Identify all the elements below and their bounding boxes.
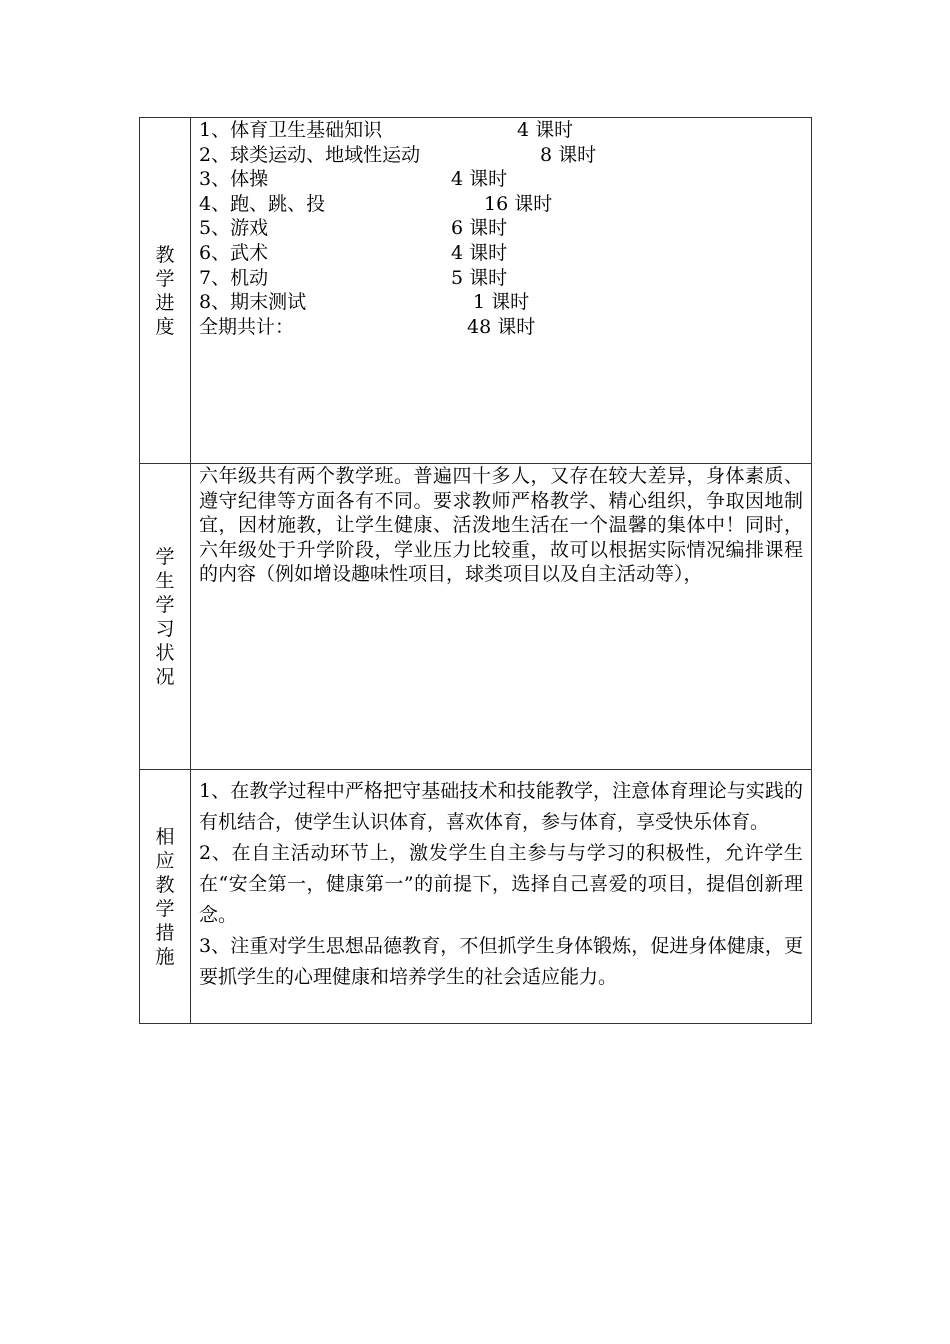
schedule-item <box>199 143 803 168</box>
schedule-item-text: 1、体育卫生基础知识 <box>199 119 383 141</box>
student-status-content <box>191 464 812 770</box>
schedule-item-hours: 5 课时 <box>451 266 508 289</box>
teaching-progress-content <box>191 118 812 464</box>
schedule-item <box>199 216 803 241</box>
measures-list <box>199 770 803 993</box>
label-char: 学 <box>155 545 175 568</box>
schedule-item <box>199 266 803 291</box>
schedule-total-hours: 48 课时 <box>467 315 536 338</box>
label-char: 进 <box>155 291 175 314</box>
schedule-item-hours: 6 课时 <box>451 217 508 240</box>
schedule-item <box>199 118 803 143</box>
measure-paragraph: 2、在自主活动环节上，激发学生自主参与与学习的积极性，允许学生在“安全第一，健康第一”的前提下，选择自己喜爱的项目，提倡创新理念。 <box>199 842 803 926</box>
schedule-item-text: 5、游戏 <box>199 217 269 240</box>
label-char: 相 <box>155 825 175 848</box>
label-char: 施 <box>155 945 175 968</box>
schedule-item-text: 2、球类运动、地域性运动 <box>199 143 421 166</box>
label-char: 措 <box>155 921 175 944</box>
schedule-item-text: 6、武术 <box>199 241 269 264</box>
measure-paragraph: 3、注重对学生思想品德教育，不但抓学生身体锻炼，促进身体健康，更要抓学生的心理健康和培养学生的社会适应能力。 <box>199 935 803 988</box>
label-char: 应 <box>155 849 175 872</box>
measure-paragraph: 1、在教学过程中严格把守基础技术和技能教学，注意体育理论与实践的有机结合，使学生认识体育，喜欢体育，参与体育，享受快乐体育。 <box>199 780 803 833</box>
label-char: 教 <box>155 873 175 896</box>
student-status-row <box>140 464 812 770</box>
schedule-item-hours: 1 课时 <box>473 291 530 314</box>
student-status-text: 六年级共有两个教学班。普遍四十多人，又存在较大差异，身体素质、遵守纪律等方面各有不同。要求教师严格教学、精心组织，争取因地制宜，因材施教，让学生健康、活泼地生活在一个温馨的集体中！同时，六年级处于升学阶段，学业压力比较重，故可以根据实际情况编排课程的内容（例如增设趣味性项目，球类项目以及自主活动等）， <box>199 465 803 585</box>
schedule-item-hours: 4 课时 <box>517 119 574 141</box>
teaching-measures-content <box>191 770 812 1024</box>
schedule-item-text: 8、期末测试 <box>199 291 307 314</box>
label-char: 学 <box>155 897 175 920</box>
label-char: 状 <box>155 641 175 664</box>
schedule-item <box>199 290 803 315</box>
label-char: 况 <box>155 665 175 688</box>
schedule-item <box>199 192 803 217</box>
schedule-item-hours: 8 课时 <box>540 143 597 166</box>
schedule-total-text: 全期共计： <box>199 315 295 338</box>
student-status-label <box>140 464 191 770</box>
schedule-item-hours: 16 课时 <box>484 192 553 215</box>
teaching-progress-label <box>140 118 191 464</box>
teaching-measures-row <box>140 770 812 1024</box>
schedule-item <box>199 241 803 266</box>
label-char: 学 <box>155 267 175 290</box>
label-char: 教 <box>155 243 175 266</box>
schedule-item-text: 7、机动 <box>199 266 269 289</box>
label-char: 习 <box>155 617 175 640</box>
label-char: 生 <box>155 569 175 592</box>
schedule-list <box>199 118 803 339</box>
teaching-measures-label <box>140 770 191 1024</box>
teaching-plan-table <box>139 117 812 1024</box>
label-char: 学 <box>155 593 175 616</box>
label-char: 度 <box>155 315 175 338</box>
teaching-progress-row <box>140 118 812 464</box>
schedule-item-hours: 4 课时 <box>451 168 508 191</box>
schedule-item-text: 4、跑、跳、投 <box>199 192 326 215</box>
schedule-total <box>199 315 803 340</box>
schedule-item-text: 3、体操 <box>199 168 269 191</box>
schedule-item <box>199 167 803 192</box>
schedule-item-hours: 4 课时 <box>451 241 508 264</box>
